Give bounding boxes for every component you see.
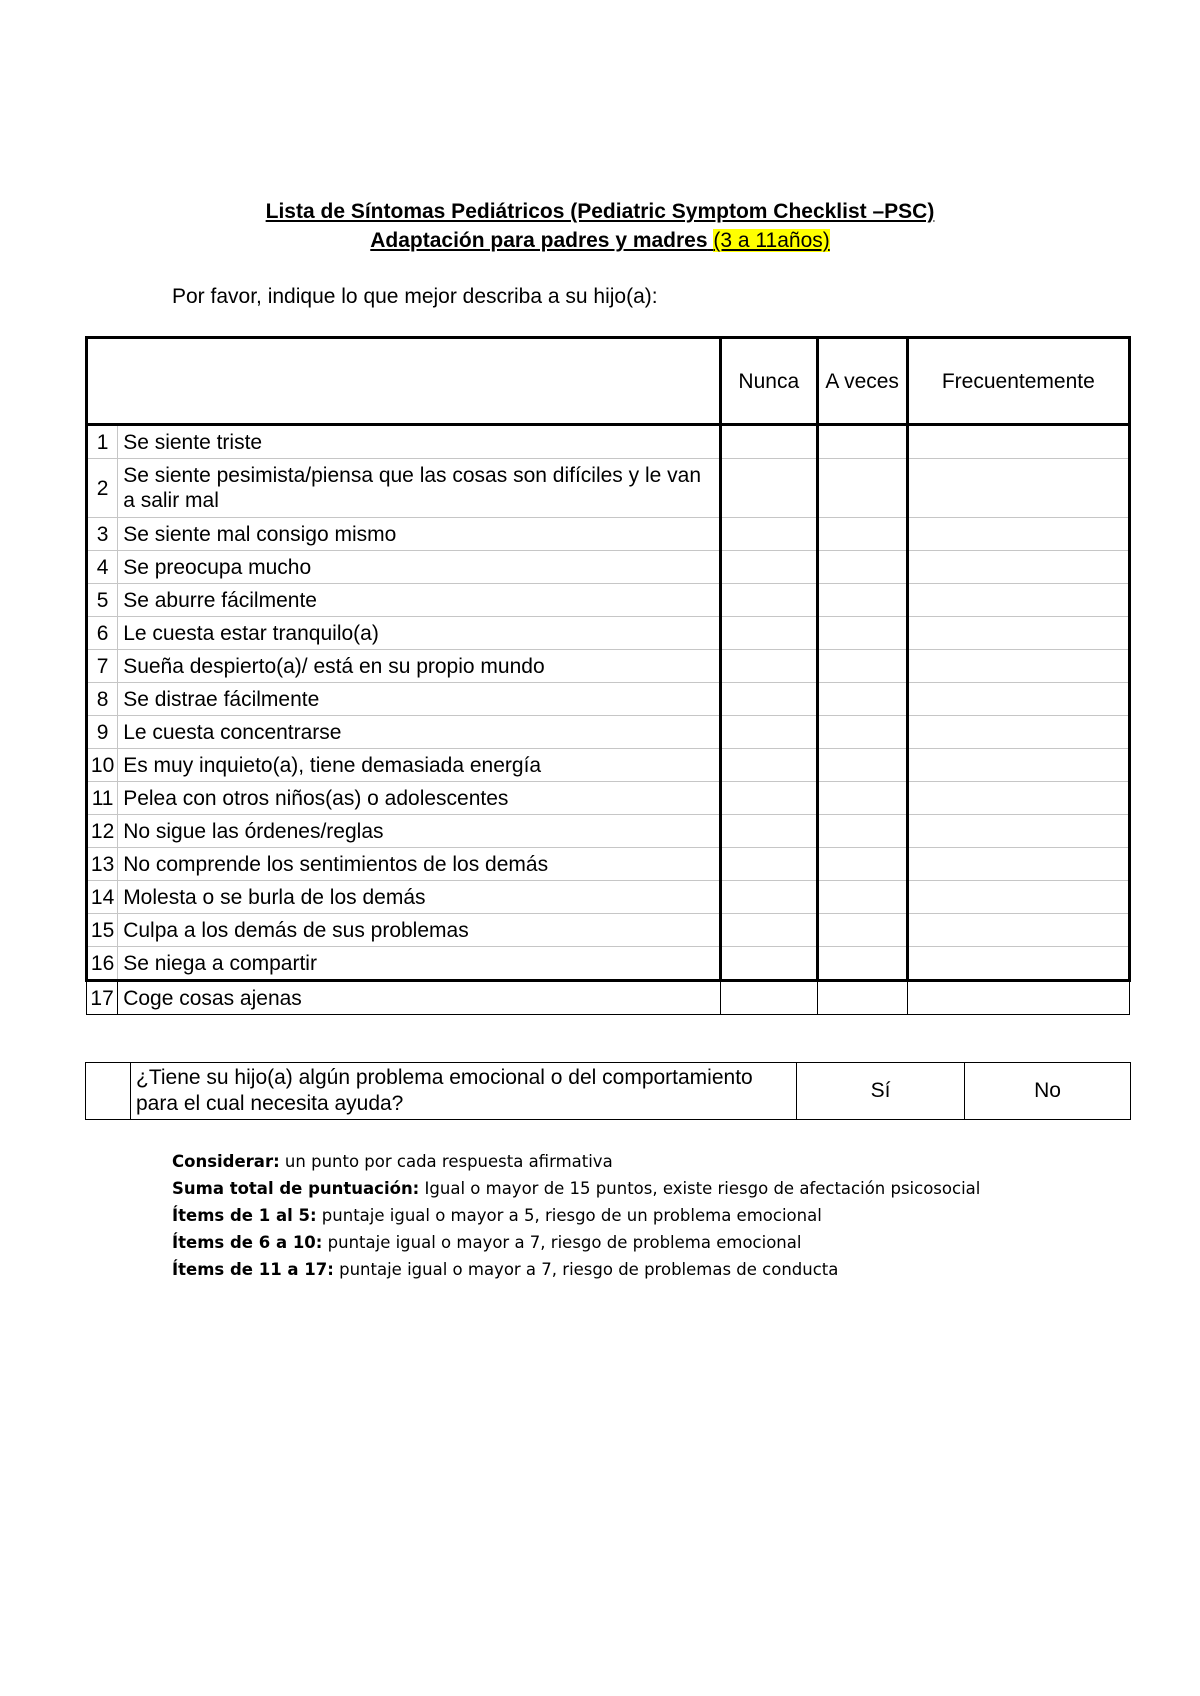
answer-frecuentemente-cell[interactable]: [907, 459, 1129, 518]
answer-nunca-cell[interactable]: [720, 551, 817, 584]
answer-nunca-cell[interactable]: [720, 782, 817, 815]
note-text: un punto por cada respuesta afirmativa: [279, 1152, 613, 1171]
column-header-nunca: Nunca: [720, 338, 817, 425]
answer-nunca-cell[interactable]: [720, 617, 817, 650]
answer-nunca-cell[interactable]: [720, 425, 817, 459]
note-line: [172, 1229, 980, 1256]
answer-nunca-cell[interactable]: [720, 459, 817, 518]
table-row: [87, 425, 1130, 459]
note-label: Suma total de puntuación:: [172, 1179, 420, 1198]
answer-a-veces-cell[interactable]: [817, 914, 907, 947]
answer-a-veces-cell[interactable]: [817, 425, 907, 459]
item-text: Le cuesta estar tranquilo(a): [118, 617, 721, 650]
note-line: [172, 1148, 980, 1175]
answer-frecuentemente-cell[interactable]: [907, 947, 1129, 981]
help-question-text: ¿Tiene su hijo(a) algún problema emocional o del comportamiento para el cual necesita ayuda?: [131, 1063, 797, 1120]
scoring-notes: [172, 1148, 980, 1283]
answer-frecuentemente-cell[interactable]: [907, 749, 1129, 782]
item-number: 16: [87, 947, 118, 981]
item-number: 10: [87, 749, 118, 782]
answer-frecuentemente-cell[interactable]: [907, 848, 1129, 881]
answer-a-veces-cell[interactable]: [817, 716, 907, 749]
answer-yes-option[interactable]: Sí: [797, 1063, 965, 1120]
answer-nunca-cell[interactable]: [720, 749, 817, 782]
answer-frecuentemente-cell[interactable]: [907, 981, 1129, 1015]
page-title: Lista de Síntomas Pediátricos (Pediatric Symptom Checklist –PSC): [265, 200, 935, 223]
answer-a-veces-cell[interactable]: [817, 782, 907, 815]
answer-frecuentemente-cell[interactable]: [907, 782, 1129, 815]
item-text: No sigue las órdenes/reglas: [118, 815, 721, 848]
answer-frecuentemente-cell[interactable]: [907, 617, 1129, 650]
item-text: No comprende los sentimientos de los demás: [118, 848, 721, 881]
item-number: 14: [87, 881, 118, 914]
item-number: 15: [87, 914, 118, 947]
answer-a-veces-cell[interactable]: [817, 981, 907, 1015]
note-line: [172, 1202, 980, 1229]
table-row: [87, 617, 1130, 650]
note-line: [172, 1175, 980, 1202]
answer-a-veces-cell[interactable]: [817, 683, 907, 716]
answer-frecuentemente-cell[interactable]: [907, 584, 1129, 617]
answer-a-veces-cell[interactable]: [817, 650, 907, 683]
item-number: 2: [87, 459, 118, 518]
table-row: [87, 518, 1130, 551]
answer-nunca-cell[interactable]: [720, 947, 817, 981]
item-text: Le cuesta concentrarse: [118, 716, 721, 749]
item-text: Se siente pesimista/piensa que las cosas son difíciles y le van a salir mal: [118, 459, 721, 518]
note-label: Ítems de 1 al 5:: [172, 1206, 317, 1225]
answer-frecuentemente-cell[interactable]: [907, 815, 1129, 848]
subtitle-text: Adaptación para padres y madres: [370, 229, 708, 252]
answer-nunca-cell[interactable]: [720, 716, 817, 749]
note-text: puntaje igual o mayor a 7, riesgo de problema emocional: [322, 1233, 802, 1252]
note-label: Ítems de 6 a 10:: [172, 1233, 323, 1252]
item-text: Se aburre fácilmente: [118, 584, 721, 617]
table-row: [87, 683, 1130, 716]
item-number: 11: [87, 782, 118, 815]
answer-a-veces-cell[interactable]: [817, 518, 907, 551]
answer-frecuentemente-cell[interactable]: [907, 881, 1129, 914]
item-number: 6: [87, 617, 118, 650]
item-text: Se siente triste: [118, 425, 721, 459]
answer-a-veces-cell[interactable]: [817, 947, 907, 981]
table-row: [87, 848, 1130, 881]
note-label: Ítems de 11 a 17:: [172, 1260, 334, 1279]
item-number: 13: [87, 848, 118, 881]
item-text: Se distrae fácilmente: [118, 683, 721, 716]
table-row: [87, 815, 1130, 848]
answer-a-veces-cell[interactable]: [817, 815, 907, 848]
item-number: 1: [87, 425, 118, 459]
item-number: 3: [87, 518, 118, 551]
item-text: Se siente mal consigo mismo: [118, 518, 721, 551]
age-range-highlight: (3 a 11años): [713, 229, 830, 252]
help-question-row: [86, 1063, 1131, 1120]
question-blank-cell: [86, 1063, 131, 1120]
item-text: Molesta o se burla de los demás: [118, 881, 721, 914]
answer-frecuentemente-cell[interactable]: [907, 551, 1129, 584]
item-number: 12: [87, 815, 118, 848]
column-header-frecuentemente: Frecuentemente: [907, 338, 1129, 425]
answer-a-veces-cell[interactable]: [817, 881, 907, 914]
table-header-row: [87, 338, 1130, 425]
item-text: Es muy inquieto(a), tiene demasiada energía: [118, 749, 721, 782]
item-text: Culpa a los demás de sus problemas: [118, 914, 721, 947]
header-blank-cell: [87, 338, 721, 425]
table-row: [87, 914, 1130, 947]
answer-nunca-cell[interactable]: [720, 650, 817, 683]
table-row: [87, 947, 1130, 981]
answer-nunca-cell[interactable]: [720, 914, 817, 947]
answer-frecuentemente-cell[interactable]: [907, 683, 1129, 716]
answer-nunca-cell[interactable]: [720, 881, 817, 914]
page-subtitle: [0, 229, 1200, 253]
answer-nunca-cell[interactable]: [720, 584, 817, 617]
intro-text: Por favor, indique lo que mejor describa a su hijo(a):: [172, 285, 658, 308]
help-question-table: [85, 1062, 1131, 1120]
item-text: Pelea con otros niños(as) o adolescentes: [118, 782, 721, 815]
answer-nunca-cell[interactable]: [720, 518, 817, 551]
note-text: Igual o mayor de 15 puntos, existe riesgo de afectación psicosocial: [419, 1179, 981, 1198]
answer-nunca-cell[interactable]: [720, 815, 817, 848]
table-row: [87, 782, 1130, 815]
answer-nunca-cell[interactable]: [720, 848, 817, 881]
item-text: Se niega a compartir: [118, 947, 721, 981]
answer-a-veces-cell[interactable]: [817, 459, 907, 518]
table-row: [87, 650, 1130, 683]
symptom-checklist-table: [85, 336, 1131, 1015]
table-row: [87, 584, 1130, 617]
item-number: 8: [87, 683, 118, 716]
answer-frecuentemente-cell[interactable]: [907, 425, 1129, 459]
item-text: Coge cosas ajenas: [118, 981, 721, 1015]
item-number: 9: [87, 716, 118, 749]
table-row: [87, 749, 1130, 782]
answer-nunca-cell[interactable]: [720, 981, 817, 1015]
item-number: 7: [87, 650, 118, 683]
item-number: 5: [87, 584, 118, 617]
answer-frecuentemente-cell[interactable]: [907, 716, 1129, 749]
note-label: Considerar:: [172, 1152, 280, 1171]
item-text: Se preocupa mucho: [118, 551, 721, 584]
answer-a-veces-cell[interactable]: [817, 617, 907, 650]
table-row: [87, 551, 1130, 584]
answer-a-veces-cell[interactable]: [817, 749, 907, 782]
answer-nunca-cell[interactable]: [720, 683, 817, 716]
note-text: puntaje igual o mayor a 5, riesgo de un problema emocional: [316, 1206, 822, 1225]
answer-a-veces-cell[interactable]: [817, 584, 907, 617]
table-row: [87, 459, 1130, 518]
answer-a-veces-cell[interactable]: [817, 551, 907, 584]
answer-no-option[interactable]: No: [965, 1063, 1131, 1120]
answer-a-veces-cell[interactable]: [817, 848, 907, 881]
table-row: [87, 716, 1130, 749]
note-text: puntaje igual o mayor a 7, riesgo de problemas de conducta: [333, 1260, 839, 1279]
item-text: Sueña despierto(a)/ está en su propio mundo: [118, 650, 721, 683]
column-header-a-veces: A veces: [817, 338, 907, 425]
answer-frecuentemente-cell[interactable]: [907, 914, 1129, 947]
answer-frecuentemente-cell[interactable]: [907, 650, 1129, 683]
answer-frecuentemente-cell[interactable]: [907, 518, 1129, 551]
item-number: 4: [87, 551, 118, 584]
table-row: [87, 981, 1130, 1015]
item-number: 17: [87, 981, 118, 1015]
note-line: [172, 1256, 980, 1283]
table-row: [87, 881, 1130, 914]
